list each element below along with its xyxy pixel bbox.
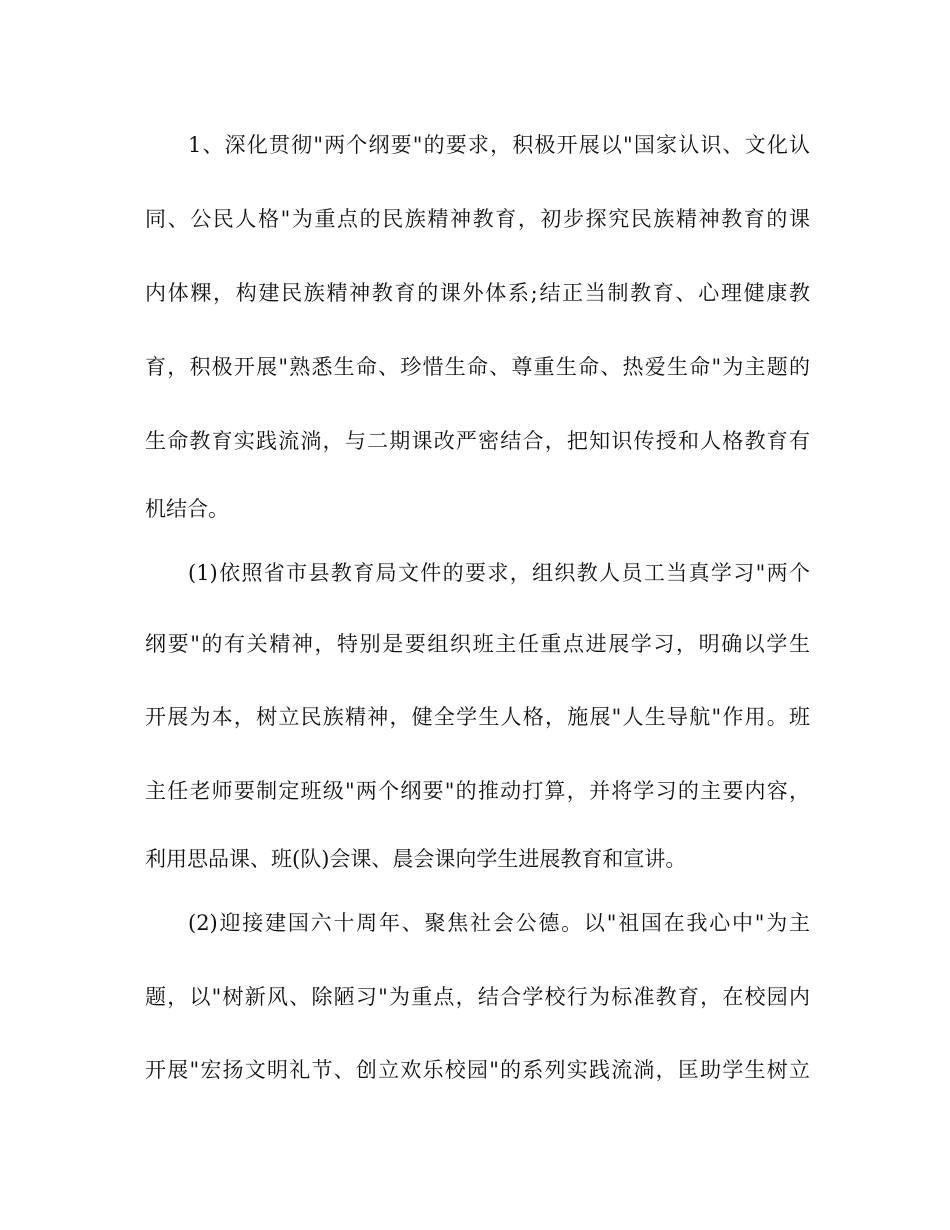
paragraph-1-line-4: 育，积极开展"熟悉生命、珍惜生命、尊重生命、热爱生命"为主题的 <box>145 355 810 379</box>
paragraph-3-line-3: 开展"宏扬文明礼节、创立欢乐校园"的系列实践流淌，匡助学生树立 <box>145 1058 810 1082</box>
paragraph-2-line-3: 开展为本，树立民族精神，健全学生人格，施展"人生导航"作用。班 <box>145 705 810 729</box>
paragraph-1-line-3: 内体粿，构建民族精神教育的课外体系;结正当制教育、心理健康教 <box>145 281 810 305</box>
paragraph-1-line-6: 机结合。 <box>145 497 229 521</box>
paragraph-2-line-1: (1)依照省市县教育局文件的要求，组织教人员工当真学习"两个 <box>188 561 810 585</box>
paragraph-1-line-5: 生命教育实践流淌，与二期课改严密结合，把知识传授和人格教育有 <box>145 429 810 453</box>
paragraph-2-line-4: 主任老师要制定班级"两个纲要"的推动打算，并将学习的主要内容， <box>145 779 810 803</box>
paragraph-1-line-1: 1、深化贯彻"两个纲要"的要求，积极开展以"国家认识、文化认 <box>188 133 810 157</box>
paragraph-3-line-2: 题，以"树新风、除陋习"为重点，结合学校行为标准教育，在校园内 <box>145 985 810 1009</box>
paragraph-3-line-1: (2)迎接建国六十周年、聚焦社会公德。以"祖国在我心中"为主 <box>188 911 810 935</box>
paragraph-1-line-2: 同、公民人格"为重点的民族精神教育，初步探究民族精神教育的课 <box>145 207 810 231</box>
paragraph-2-line-2: 纲要"的有关精神，特别是要组织班主任重点进展学习，明确以学生 <box>145 632 810 656</box>
paragraph-2-line-5: 利用思品课、班(队)会课、晨会课向学生进展教育和宣讲。 <box>145 847 687 871</box>
